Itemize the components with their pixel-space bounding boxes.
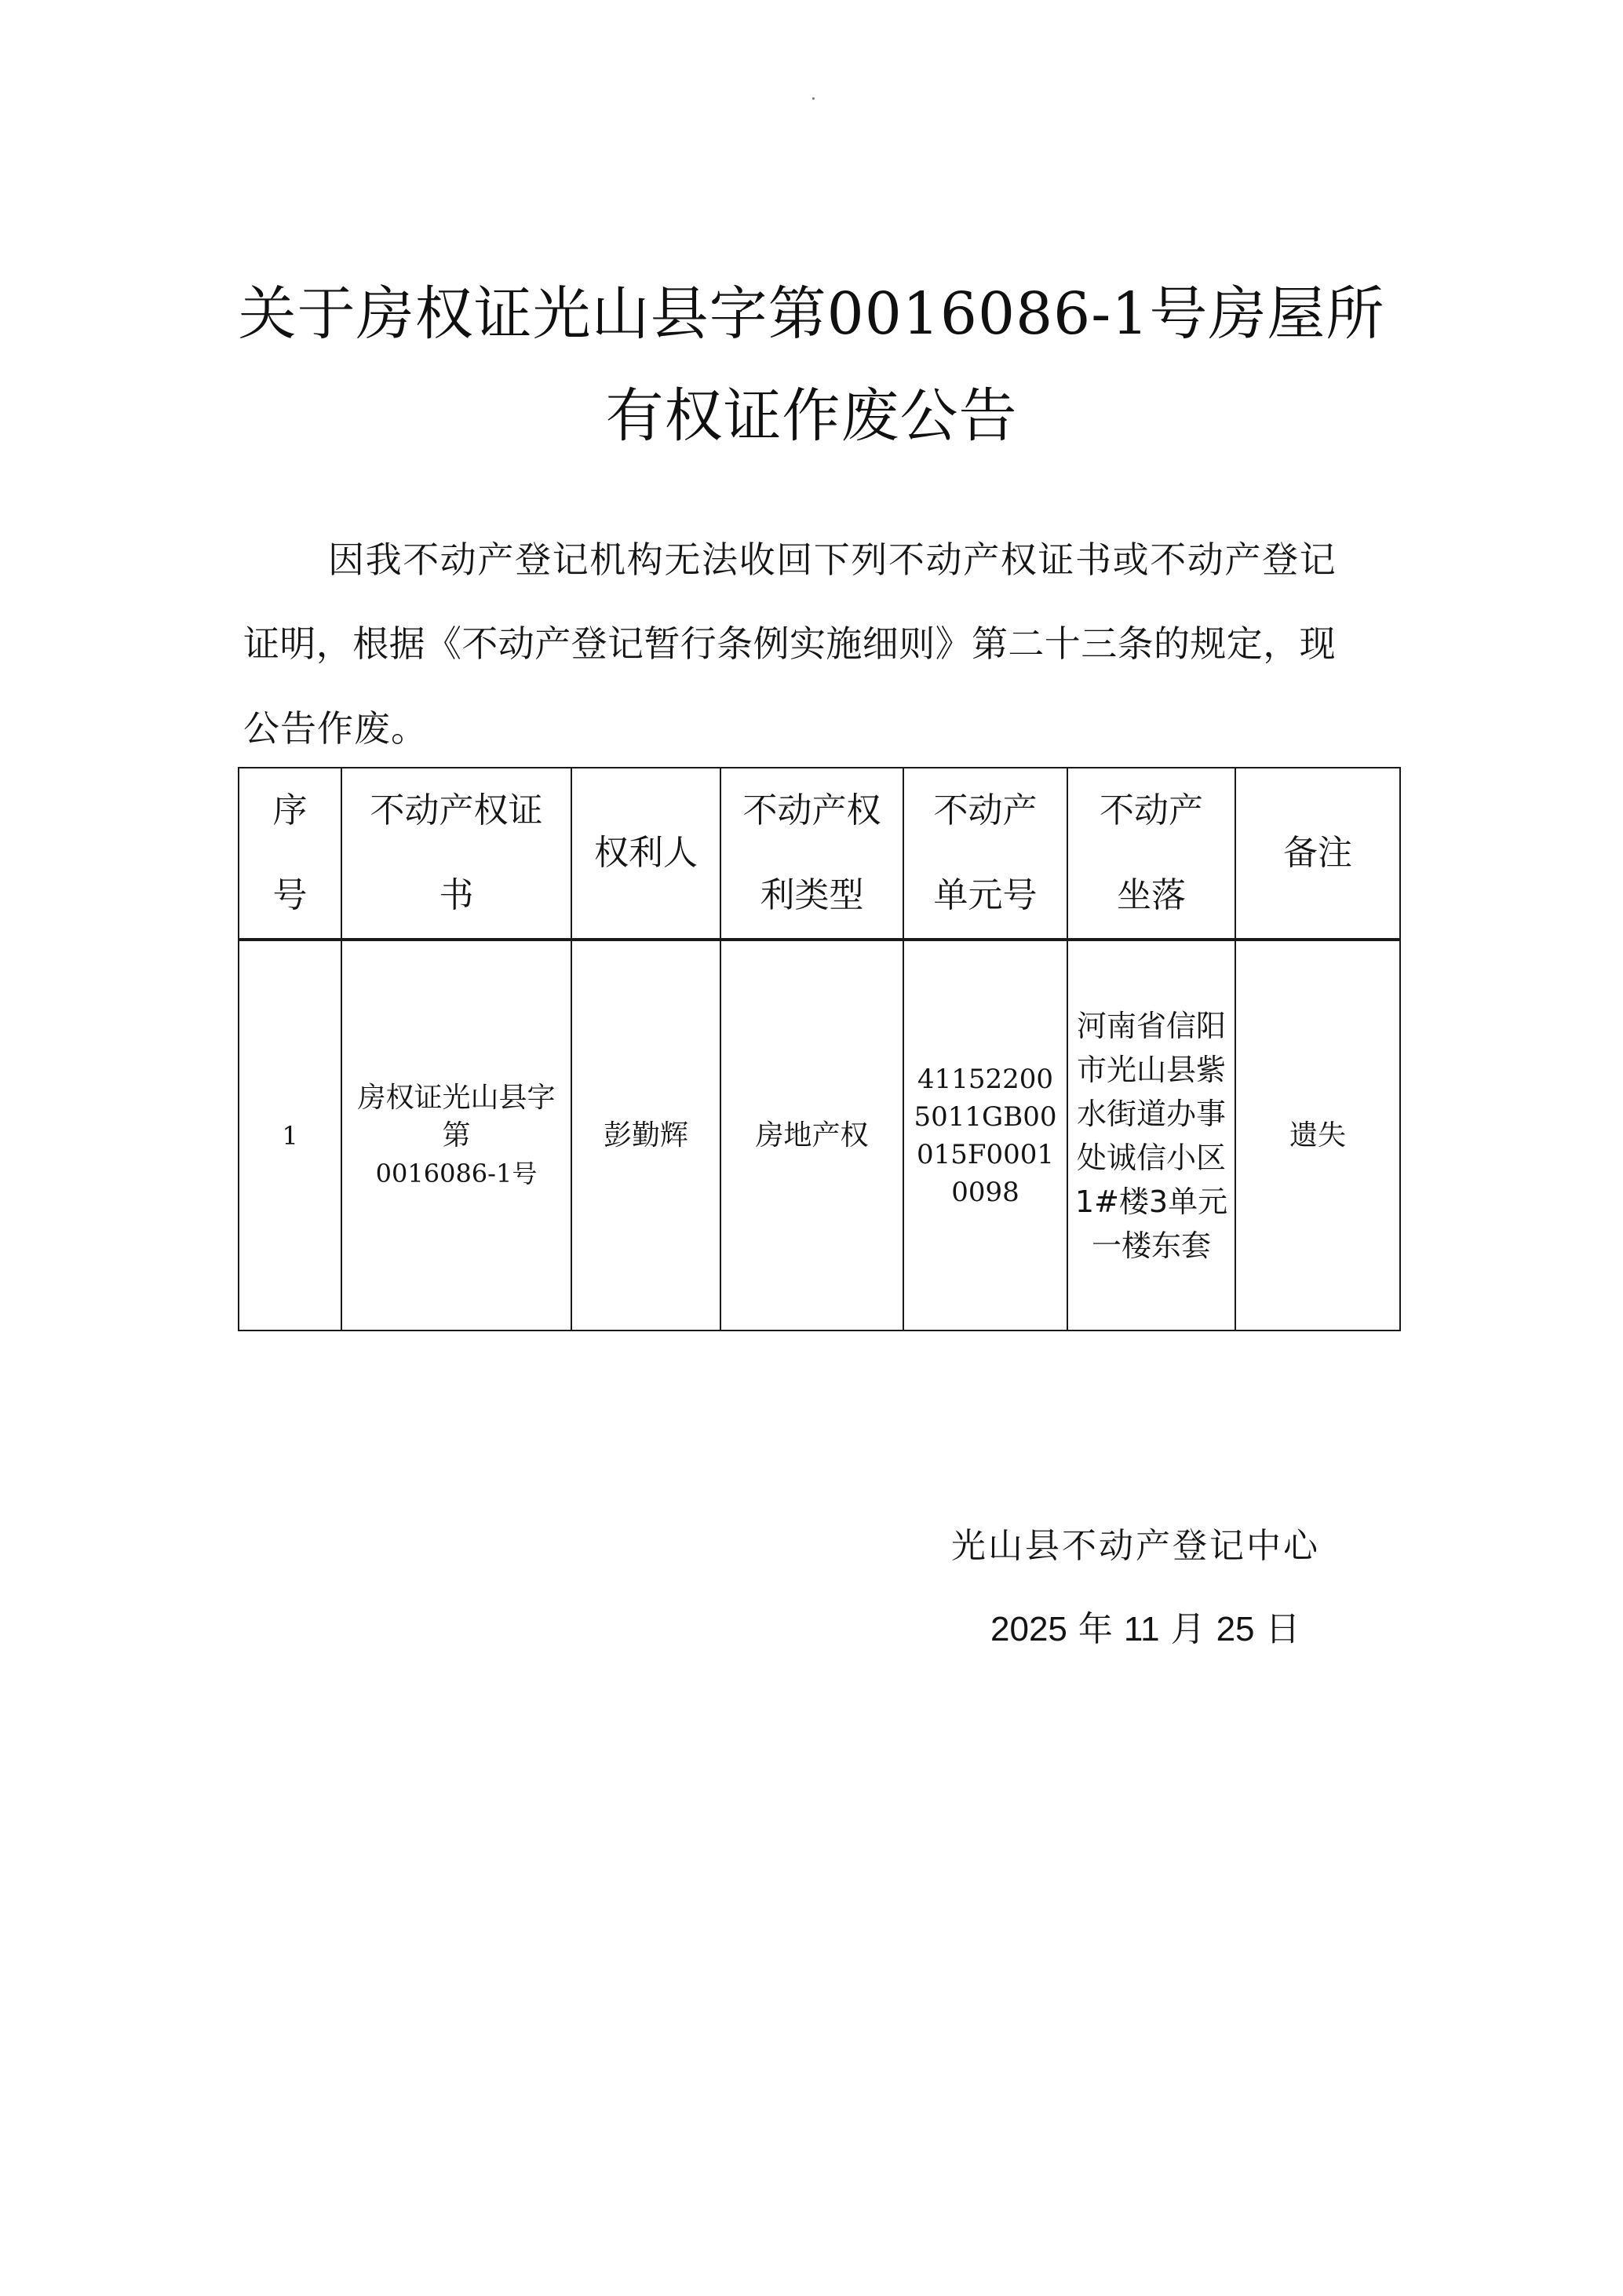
- title-line-2: 有权证作废公告: [605, 382, 1018, 450]
- void-certificate-table: [238, 767, 1401, 1331]
- table-header-row: [239, 768, 1400, 940]
- date-day-unit: 日: [1265, 1610, 1300, 1648]
- body-line-1: 因我不动产登记机构无法收回下列不动产权证书或不动产登记: [328, 538, 1337, 581]
- certificate-text: 房权证光山县字第: [357, 1081, 556, 1152]
- header-certificate: 不动产权证 书: [341, 768, 571, 940]
- header-remark: 备注: [1235, 768, 1400, 940]
- header-location: 不动产 坐落: [1067, 768, 1235, 940]
- issue-date: [990, 1606, 1311, 1653]
- cell-remark: 遗失: [1235, 940, 1400, 1331]
- certificate-number: 0016086-1号: [375, 1158, 538, 1188]
- scan-speck: [812, 97, 815, 100]
- cell-seq: 1: [239, 940, 341, 1331]
- date-day: 25: [1216, 1610, 1255, 1648]
- date-year-unit: 年: [1078, 1610, 1113, 1648]
- date-month: 11: [1123, 1610, 1160, 1648]
- cell-right-type: 房地产权: [720, 940, 903, 1331]
- body-line-2: 证明，根据《不动产登记暂行条例实施细则》第二十三条的规定，现: [243, 622, 1336, 665]
- header-unit-number: 不动产 单元号: [903, 768, 1067, 940]
- cell-unit-number: 411522005011GB00015F00010098: [903, 940, 1067, 1331]
- header-right-type: 不动产权 利类型: [720, 768, 903, 940]
- cell-certificate: [341, 940, 571, 1331]
- body-line-3: 公告作废。: [243, 707, 428, 750]
- issuer-signature: 光山县不动产登记中心: [951, 1526, 1320, 1566]
- date-month-unit: 月: [1170, 1610, 1205, 1648]
- cell-right-holder: 彭勤辉: [571, 940, 720, 1331]
- table-row: [239, 940, 1400, 1331]
- header-seq: 序 号: [239, 768, 341, 940]
- header-right-holder: 权利人: [571, 768, 720, 940]
- title-line-1: 关于房权证光山县字第0016086-1号房屋所: [238, 280, 1385, 348]
- cell-location: 河南省信阳市光山县紫水街道办事处诚信小区1#楼3单元一楼东套: [1067, 940, 1235, 1331]
- date-year: 2025: [990, 1610, 1067, 1648]
